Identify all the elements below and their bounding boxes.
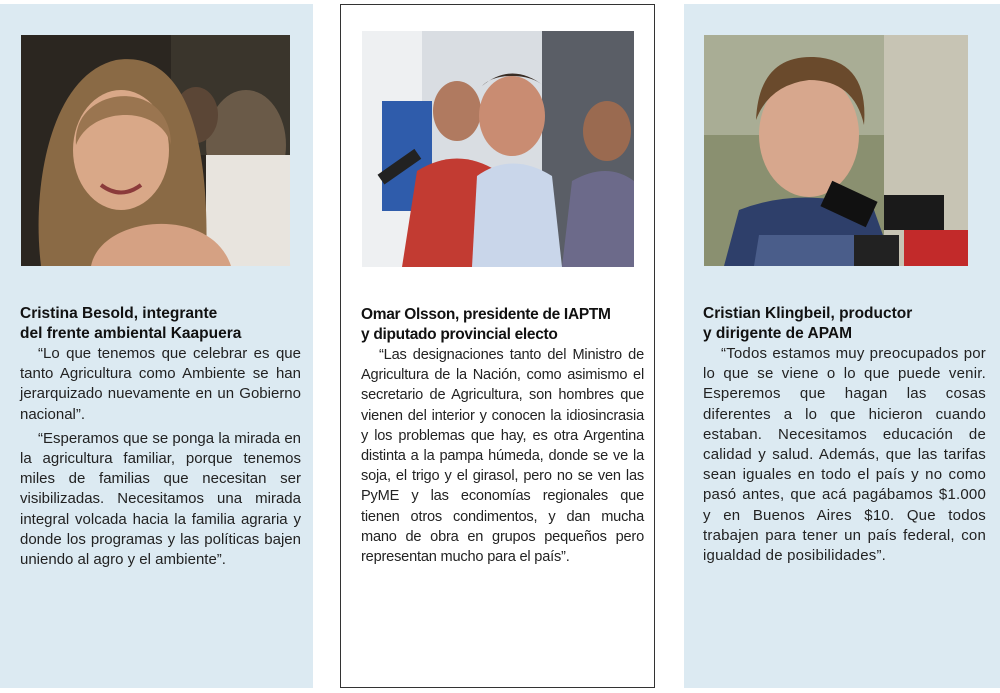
person-name: Omar Olsson, presidente de IAPTM y diputado provincial electo: [361, 306, 611, 343]
profile-column-2: [340, 4, 655, 688]
profile-column-3: [684, 4, 1000, 688]
profile-caption-1: [20, 304, 301, 570]
portrait-photo-1: [21, 35, 290, 266]
quote-paragraph: “Lo que tenemos que celebrar es que tanto Agricultura como Ambiente se han jerarquizado nuevamente en un Gobierno nacional”.: [20, 345, 301, 423]
profile-caption-2: [361, 305, 644, 567]
portrait-photo-2: [362, 31, 634, 267]
person-name: Cristina Besold, integrante del frente ambiental Kaapuera: [20, 305, 242, 342]
quote-paragraph: “Las designaciones tanto del Ministro de Agricultura de la Nación, como asimismo el secretario de Agricultura, son hombres que vienen del interior y conocen la idiosincrasia y los problemas que hay, es otra Argentina distinta a la pampa húmeda, donde se ve la soja, el trigo y el girasol, pero no se ven las PyME y las economías regionales que tienen otros condimentos, y dan mucha mano de obra en grupos pequeños pero representan mucho para el país”.: [361, 347, 644, 566]
quote-paragraph: “Esperamos que se ponga la mirada en la agricultura familiar, porque tenemos miles de familias que necesitan ser visibilizadas. Necesitamos una mirada integral volcada hacia la familia agraria y donde los programas y las políticas bajen uniendo al agro y el ambiente”.: [20, 429, 301, 569]
profile-caption-3: [703, 304, 986, 566]
quote-paragraph: “Todos estamos muy preocupados por lo que se viene o lo que puede venir. Esperemos que hagan las cosas diferentes a lo que hicieron cuando estaban. Necesitamos educación de calidad y salud. Además, que las tarifas sean iguales en todo el país y no como pasó antes, que acá pagábamos $1.000 y en Buenos Aires $10. Que todos trabajen para tener un país federal, con igualdad de posibilidades”.: [703, 345, 986, 565]
profile-column-1: [0, 4, 313, 688]
portrait-photo-3: [704, 35, 968, 266]
person-name: Cristian Klingbeil, productor y dirigente de APAM: [703, 305, 913, 342]
